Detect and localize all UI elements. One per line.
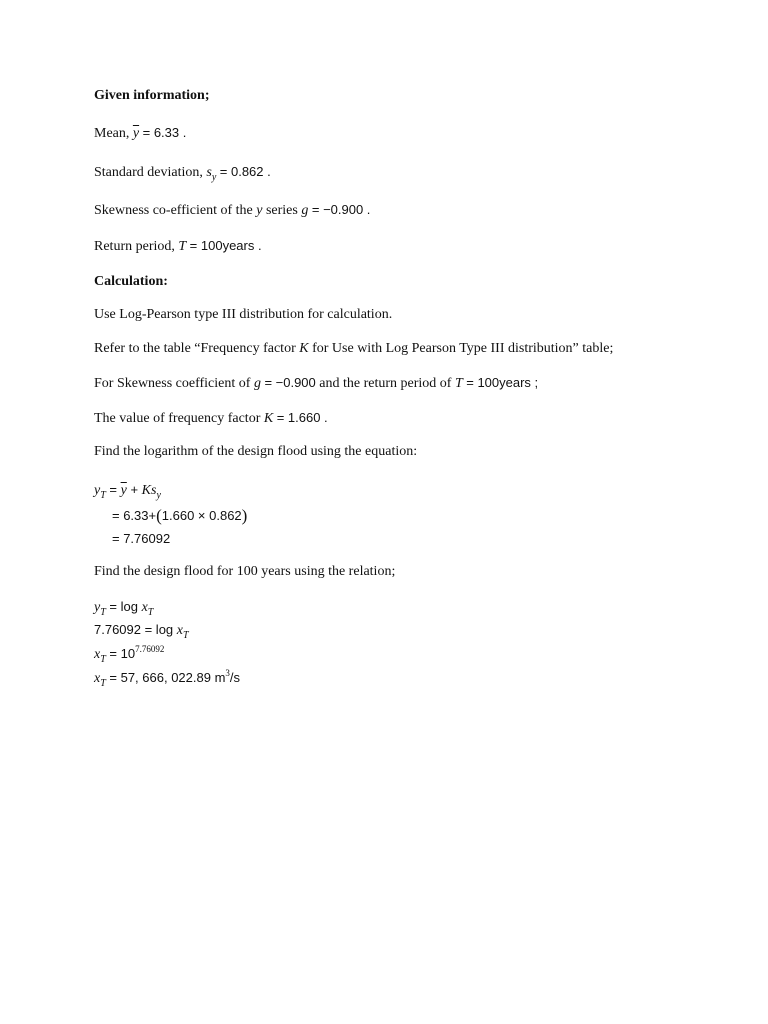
r1-log: = log	[105, 599, 142, 614]
eq2-prefix: = 6.33+	[112, 508, 157, 523]
r3-exponent: 7.76092	[135, 644, 165, 654]
mean-line	[94, 124, 186, 143]
skew-var: y	[256, 203, 263, 218]
r2-value: 7.76092 = log	[94, 622, 177, 637]
r1-y-sub: T	[100, 607, 106, 618]
eq1-k-sub: y	[156, 490, 161, 501]
return-value: = 100years .	[189, 238, 262, 253]
frequency-factor-value: = 1.660 .	[276, 410, 328, 425]
skew-return-text-a: For Skewness coefficient of	[94, 376, 251, 391]
r2-x-sub: T	[183, 630, 189, 641]
r4-unit: /s	[229, 670, 241, 685]
skew-return-g-value: = −0.900	[264, 375, 316, 390]
table-reference-k: K	[299, 341, 309, 356]
skew-return-g: g	[253, 376, 261, 391]
r3-x-sub: T	[100, 654, 106, 665]
equation-line-3	[112, 530, 170, 549]
eq1-ybar: $\overline{y}$	[120, 483, 127, 498]
relation-line-2	[94, 621, 189, 641]
eq1-plus: +	[126, 482, 142, 497]
sd-subscript: y	[211, 172, 217, 183]
frequency-factor-paragraph	[94, 409, 328, 428]
logarithm-paragraph: Find the logarithm of the design flood using the equation:	[94, 444, 418, 459]
design-flood-paragraph: Find the design flood for 100 years using the relation;	[94, 564, 396, 579]
r4-value: = 57, 666, 022.89 m	[105, 670, 226, 685]
skew-label2: series	[265, 203, 298, 218]
equation-line-1	[94, 481, 161, 501]
eq1-equals: =	[105, 482, 121, 497]
frequency-factor-text: The value of frequency factor	[94, 411, 261, 426]
eq2-close-paren: )	[241, 506, 248, 525]
r1-x-sub: T	[147, 607, 154, 618]
sd-label: Standard deviation,	[94, 165, 203, 180]
mean-symbol: $\overline{y}$	[132, 126, 140, 141]
eq2-inner: 1.660 × 0.862	[161, 508, 242, 523]
given-heading: Given information;	[94, 88, 210, 103]
return-line	[94, 237, 262, 256]
skew-value: = −0.900 .	[311, 202, 371, 217]
r4-x-sub: T	[100, 678, 106, 689]
sd-symbol: s	[206, 165, 212, 180]
r1-x: x	[141, 600, 148, 615]
mean-label: Mean,	[94, 126, 130, 141]
eq1-k: Ks	[141, 483, 157, 498]
skew-line	[94, 201, 370, 220]
skew-return-text-b: and the return period of	[319, 376, 452, 391]
eq2-open-paren: (	[156, 506, 162, 525]
sd-value: = 0.862 .	[219, 164, 271, 179]
skew-return-t: T	[454, 376, 463, 391]
r4-x: x	[94, 671, 101, 686]
r1-y: y	[94, 600, 101, 615]
r2-x: x	[176, 623, 183, 638]
return-label: Return period,	[94, 239, 175, 254]
skew-return-paragraph	[94, 374, 538, 393]
eq1-lhs: y	[94, 483, 101, 498]
return-symbol: T	[178, 239, 187, 254]
frequency-factor-k: K	[263, 411, 274, 426]
method-paragraph: Use Log-Pearson type III distribution for calculation.	[94, 307, 393, 322]
eq1-lhs-sub: T	[100, 490, 106, 501]
calculation-heading: Calculation:	[94, 274, 168, 289]
r4-unit-exponent: 3	[225, 668, 230, 678]
r3-base: = 10	[105, 646, 136, 661]
table-reference-text-b: for Use with Log Pearson Type III distribution” table;	[312, 341, 614, 356]
equation-line-2	[112, 506, 247, 526]
eq3-result: = 7.76092	[112, 531, 171, 546]
skew-label: Skewness co-efficient of the	[94, 203, 253, 218]
sd-line	[94, 163, 271, 183]
mean-value: = 6.33 .	[142, 125, 187, 140]
table-reference-text-a: Refer to the table “Frequency factor	[94, 341, 296, 356]
relation-line-4	[94, 669, 240, 689]
table-reference-paragraph	[94, 340, 613, 358]
relation-line-1	[94, 598, 153, 618]
skew-return-t-value: = 100years ;	[466, 375, 539, 390]
relation-line-3	[94, 645, 164, 665]
skew-symbol: g	[301, 203, 309, 218]
r3-x: x	[94, 647, 101, 662]
